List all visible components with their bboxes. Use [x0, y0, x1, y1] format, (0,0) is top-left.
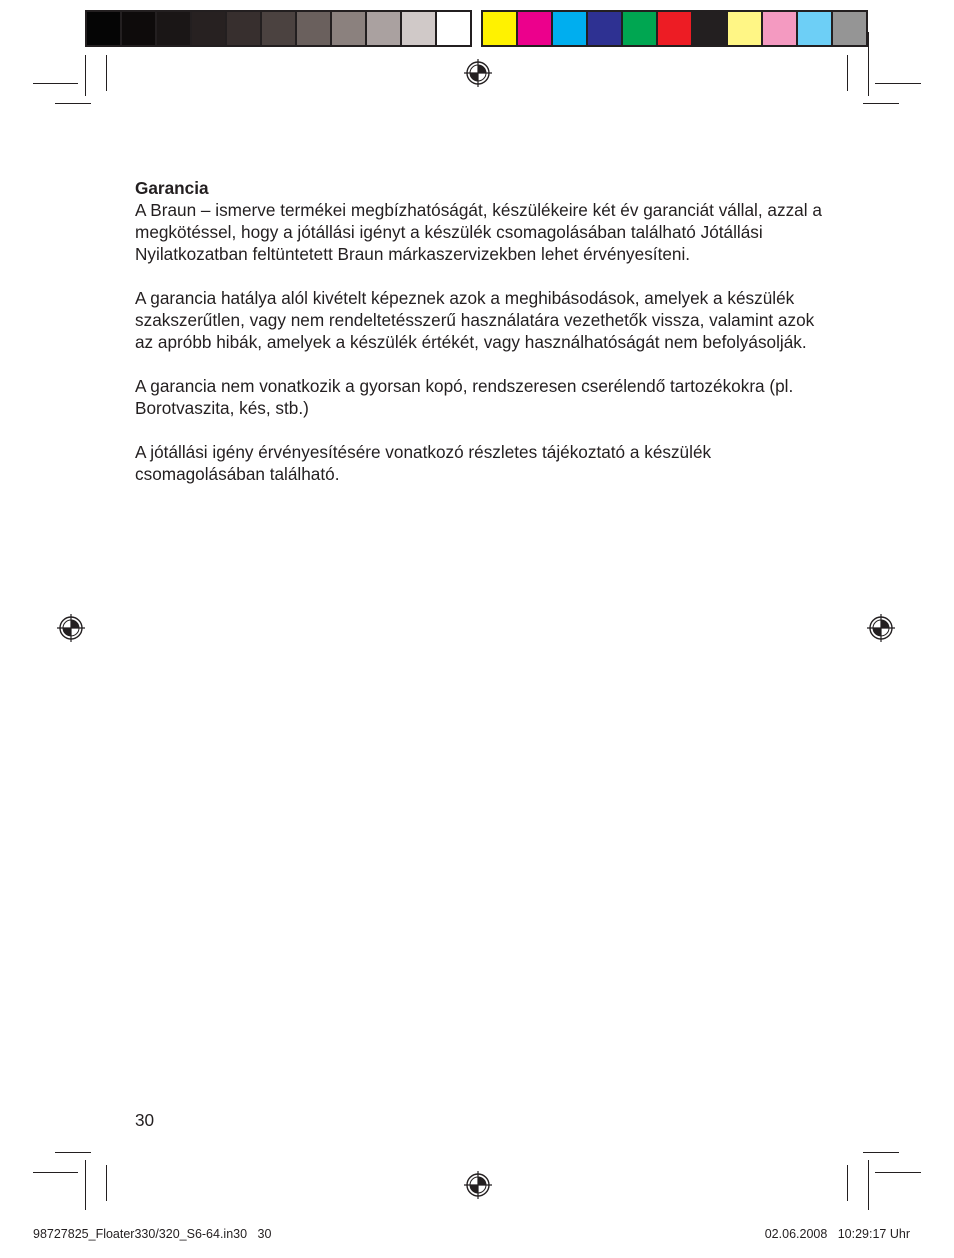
section-heading: Garancia [135, 178, 209, 198]
crop-mark [847, 55, 848, 91]
registration-crosshair-icon [867, 614, 895, 642]
grayscale-color-bar [85, 10, 472, 47]
color-swatch [763, 12, 798, 45]
color-swatch [437, 12, 470, 45]
crop-mark [55, 103, 91, 104]
crop-mark [33, 83, 78, 84]
registration-crosshair-icon [57, 614, 85, 642]
color-swatch [122, 12, 157, 45]
paragraph: A jótállási igény érvényesítésére vonatkozó részletes tájékoztató a készülék csomagolásában található. [135, 442, 712, 484]
color-swatch [332, 12, 367, 45]
color-swatch [402, 12, 437, 45]
color-swatch [798, 12, 833, 45]
registration-crosshair-icon [464, 1171, 492, 1199]
crop-mark [863, 103, 899, 104]
paragraph: A Braun – ismerve termékei megbízhatóságát, készülékeire két év garanciát vállal, azzal a megkötéssel, hogy a jótállási igényt a készülék csomagolásában található Jótállási Nyilatkozatban feltüntetett Braun márkaszervizekben lehet érvényesíteni. [135, 200, 822, 264]
crop-mark [863, 1152, 899, 1153]
color-swatch [728, 12, 763, 45]
color-swatch [693, 12, 728, 45]
paragraph: A garancia hatálya alól kivételt képeznek azok a meghibásodások, amelyek a készülék szakszerűtlen, vagy nem rendeltetésszerű használatára vezethetők vissza, valamint azok az apróbb hibák, amelyek a készülék értékét, vagy használhatóságát nem befolyásolják. [135, 288, 815, 352]
color-swatch [192, 12, 227, 45]
crop-mark [85, 55, 86, 96]
slug-timestamp: 02.06.2008 10:29:17 Uhr [764, 1227, 910, 1241]
crop-mark [106, 55, 107, 91]
crop-mark [875, 1172, 921, 1173]
color-swatch [553, 12, 588, 45]
crop-mark [106, 1165, 107, 1201]
crop-mark [85, 1160, 86, 1210]
warranty-section [135, 177, 825, 507]
crop-mark [33, 1172, 78, 1173]
page-number: 30 [135, 1110, 155, 1130]
crop-mark [875, 83, 921, 84]
color-swatch [157, 12, 192, 45]
paragraph: A garancia nem vonatkozik a gyorsan kopó, rendszeresen cserélendő tartozékokra (pl. Borotvaszita, kés, stb.) [135, 376, 794, 418]
crop-mark [55, 1152, 91, 1153]
color-swatch [658, 12, 693, 45]
color-swatch [588, 12, 623, 45]
color-swatch [297, 12, 332, 45]
color-swatch [262, 12, 297, 45]
color-swatch [518, 12, 553, 45]
process-color-bar [481, 10, 868, 47]
slug-filename: 98727825_Floater330/320_S6-64.in30 30 [33, 1227, 272, 1241]
color-swatch [87, 12, 122, 45]
color-swatch [227, 12, 262, 45]
color-swatch [833, 12, 866, 45]
color-swatch [483, 12, 518, 45]
crop-mark [847, 1165, 848, 1201]
crop-mark [868, 1160, 869, 1210]
color-swatch [367, 12, 402, 45]
crop-mark [868, 32, 869, 96]
color-swatch [623, 12, 658, 45]
registration-crosshair-icon [464, 59, 492, 87]
